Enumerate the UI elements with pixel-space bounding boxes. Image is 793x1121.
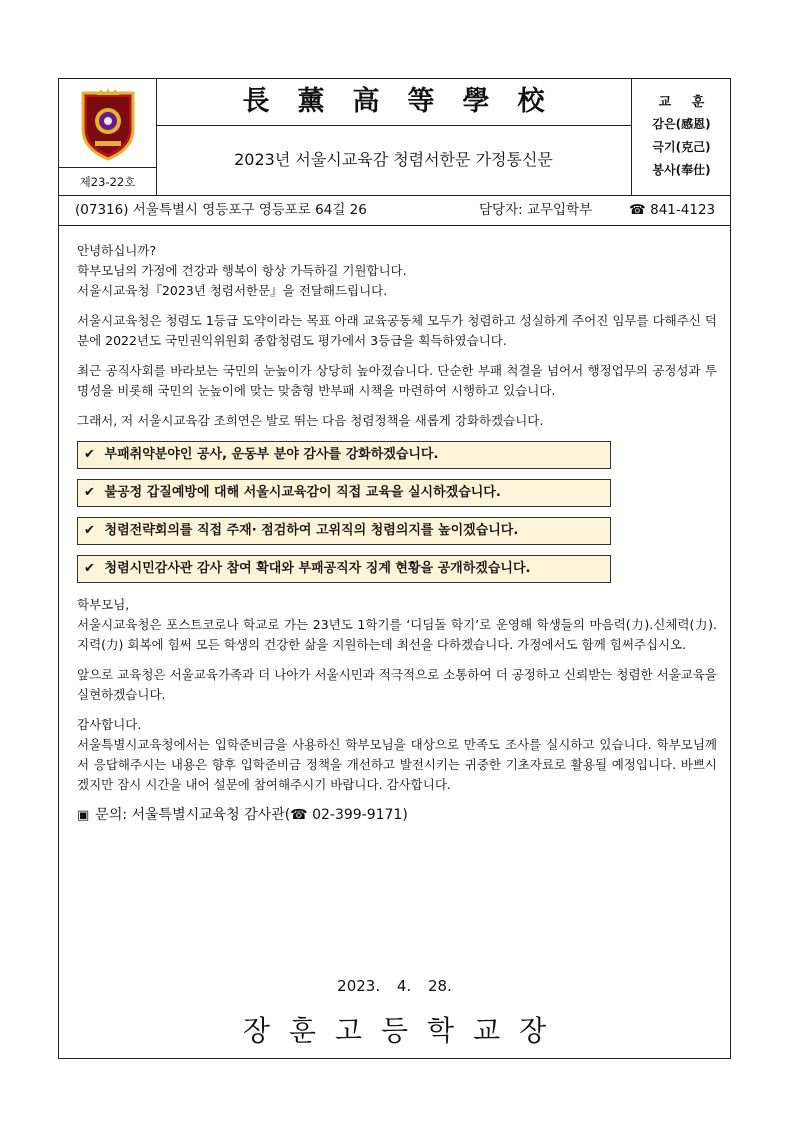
document-frame xyxy=(58,78,731,1059)
inquiry-line xyxy=(77,805,717,826)
school-emblem-icon xyxy=(79,87,137,161)
policy-list xyxy=(77,441,717,583)
motto-list xyxy=(632,113,731,182)
check-icon: ✔ xyxy=(84,561,95,576)
document-title: 2023년 서울시교육감 청렴서한문 가정통신문 xyxy=(234,150,553,169)
school-address: (07316) 서울특별시 영등포구 영등포로 64길 26 xyxy=(75,202,367,218)
greeting-line: 학부모님의 가정에 건강과 행복이 항상 가득하길 기원합니다. xyxy=(77,263,407,278)
thanks-line: 감사합니다. xyxy=(77,717,142,732)
motto-item: 감은(感恩) xyxy=(652,117,711,131)
issue-date: 2023. 4. 28. xyxy=(337,977,452,995)
phone-icon: ☎ xyxy=(629,202,646,218)
paragraph: 그래서, 저 서울시교육감 조희연은 발로 뛰는 다음 청렴정책을 새롭게 강화하겠습니다. xyxy=(77,413,544,428)
policy-item xyxy=(77,479,611,507)
paragraph-heading: 학부모님, xyxy=(77,597,130,612)
phone-number xyxy=(629,195,715,225)
paragraph: 서울시교육청은 포스트코로나 학교로 가는 23년도 1학기를 ‘디딤돌 학기’로 운영해 학생들의 마음력(力).신체력(力).지력(力) 회복에 힘써 모든 학생의 건강한 삶을 지원하는데 최선을 다하겠습니다. 가정에서도 함께 힘써주십시오. xyxy=(77,617,717,652)
school-motto xyxy=(631,79,731,195)
address-bar xyxy=(59,195,730,226)
paragraph: 최근 공직사회를 바라보는 국민의 눈높이가 상당히 높아졌습니다. 단순한 부패 척결을 넘어서 행정업무의 공정성과 투명성을 비롯해 국민의 눈높이에 맞는 맞춤형 반부패 시책을 마련하여 시행하고 있습니다. xyxy=(77,363,717,398)
contact-person: 담당자: 교무입학부 xyxy=(479,202,593,218)
check-icon: ✔ xyxy=(84,447,95,462)
motto-item: 극기(克己) xyxy=(652,140,711,154)
policy-text: 청렴전략회의를 직접 주재· 점검하여 고위직의 청렴의지를 높이겠습니다. xyxy=(104,523,519,538)
policy-text: 부패취약분야인 공사, 운동부 분야 감사를 강화하겠습니다. xyxy=(104,447,439,462)
paragraph: 서울시교육청은 청렴도 1등급 도약이라는 목표 아래 교육공동체 모두가 청렴하고 성실하게 주어진 임무를 다해주신 덕분에 2022년도 국민권익위원회 종합청렴도 평가에서 3등급을 획득하였습니다. xyxy=(77,313,717,348)
policy-item xyxy=(77,517,611,545)
greeting-line: 안녕하십니까? xyxy=(77,243,157,258)
document-number: 제23-22호 xyxy=(59,167,156,195)
check-icon: ✔ xyxy=(84,485,95,500)
policy-text: 불공정 갑질예방에 대해 서울시교육감이 직접 교육을 실시하겠습니다. xyxy=(104,485,501,500)
logo-cell xyxy=(59,79,157,195)
policy-text: 청렴시민감사관 감사 참여 확대와 부패공직자 징계 현황을 공개하겠습니다. xyxy=(104,561,531,576)
phone-value: 841-4123 xyxy=(650,202,716,218)
square-bullet-icon: ▣ xyxy=(77,808,90,823)
motto-heading: 교 훈 xyxy=(658,95,713,110)
principal-signature: 장훈고등학교장 xyxy=(242,1014,566,1047)
policy-item xyxy=(77,555,611,583)
motto-item: 봉사(奉仕) xyxy=(652,163,711,177)
paragraph: 서울특별시교육청에서는 입학준비금을 사용하신 학부모님을 대상으로 만족도 조사를 실시하고 있습니다. 학부모님께서 응답해주시는 내용은 향후 입학준비금 정책을 개선하고 발전시키는 귀중한 기초자료로 활용될 예정입니다. 바쁘시겠지만 잠시 시간을 내어 설문에 참여해주시기 바랍니다. 감사합니다. xyxy=(77,737,717,792)
inquiry-text: 문의: 서울특별시교육청 감사관(☎ 02-399-9171) xyxy=(95,807,408,823)
check-icon: ✔ xyxy=(84,523,95,538)
policy-item xyxy=(77,441,611,469)
greeting-line: 서울시교육청『2023년 청렴서한문』을 전달해드립니다. xyxy=(77,283,388,298)
paragraph: 앞으로 교육청은 서울교육가족과 더 나아가 서울시민과 적극적으로 소통하여 더 공정하고 신뢰받는 청렴한 서울교육을 실현하겠습니다. xyxy=(77,667,717,702)
letterhead xyxy=(59,79,730,196)
school-name: 長薰高等學校 xyxy=(156,79,631,126)
letter-body xyxy=(77,241,717,826)
